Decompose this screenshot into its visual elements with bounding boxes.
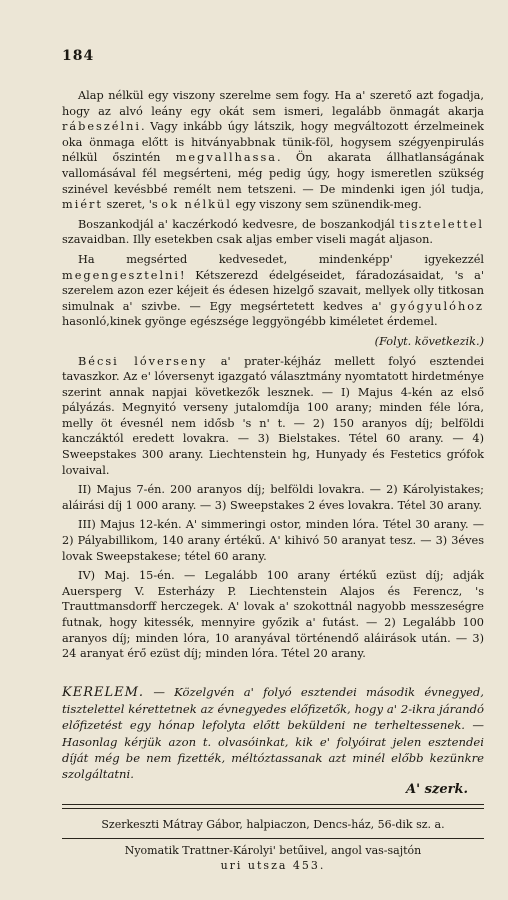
paragraph <box>62 217 484 248</box>
notice-block <box>62 684 484 782</box>
paragraph <box>62 252 484 330</box>
printer-line-2: uri utsza 453. <box>220 859 326 872</box>
notice-signature: A' szerk. <box>406 782 468 797</box>
notice-text: — Közelgvén a' folyó esztendei második évnegyed, tisztelettel kérettetnek az évnegyedes előfizetők, hogy a' 2-ikra járandó előfizetést egy hónap lefolyta előtt beküldeni ne terheltessenek. — Hasonlag kérjük azon t. olvasóinkat, kik e' folyóirat jelen esztendei díját még be nem fizették, méltóztassanak azt minél előbb kezünkre szolgáltatni. <box>62 685 484 782</box>
text-segment: III) Majus 12-kén. A' simmeringi ostor, minden lóra. Tétel 30 arany. — 2) Pályabillikom, 140 arany értékű. A' kihivó 50 aranyat tesz. — 3) 3éves lovak Sweepstakese; tétel 60 arany. <box>62 518 484 563</box>
paragraph <box>62 517 484 564</box>
page-number: 184 <box>62 48 95 64</box>
text-segment: Alap nélkül egy viszony szerelme sem fogy. Ha a' szerető azt fogadja, hogy az alvó leány egy okát sem ismeri, legalább önmagát akarja <box>62 89 484 118</box>
article-body <box>62 88 484 662</box>
editor-line: Szerkeszti Mátray Gábor, halpiaczon, Dencs-ház, 56-dik sz. a. <box>101 818 445 831</box>
paragraph <box>62 482 484 513</box>
text-segment: (Folyt. következik.) <box>374 334 484 348</box>
text-segment: hasonló,kinek gyönge egészsége leggyöngébb kiméletet érdemel. <box>62 315 438 329</box>
text-segment: ! Kétszerezd édelgéseidet, fáradozásaidat, 's a' szerelem azon ezer kéjeit és édesen hizelgő szavait, mellyek olly titkosan simulnak a' szivbe. — Egy megsértetett kedves a' <box>62 268 484 313</box>
divider-rule <box>62 808 484 809</box>
text-segment: megvallhassa <box>175 151 278 165</box>
text-segment: szeret, 's <box>102 198 162 212</box>
text-segment: . Vagy inkább úgy látszik, hogy megváltozott érzelmeinek oka önmaga előtt is hitványabbnak tünik-föl, hogysem szégyenpirulás nélkül őszintén <box>62 120 484 165</box>
text-segment: a' prater-kéjház mellett folyó esztendei tavaszkor. Az e' lóversenyt igazgató választmány nyomtatott hirdetménye szerint annak napjai következők lesznek. — I) Majus 4-kén az első pályázás. Megnyitó verseny jutalomdíja 100 arany; minden féle lóra, melly öt évesnél nem idősb 's n' t. — 2) 150 aranyos díj; belföldi kanczáktól eredett lovakra. — 3) Bielstakes. Tétel 60 arany. — 4) Sweepstakes 300 arany. Liechtenstein hg, Hunyady és Festetics grófok lovaival. <box>62 354 485 477</box>
text-segment: rábeszélni <box>62 120 141 134</box>
text-segment: tisztelettel <box>399 217 484 231</box>
text-segment: Ha megsérted kedvesedet, mindenképp' igyekezzél <box>78 252 484 266</box>
notice-heading: KERELEM. <box>62 685 145 700</box>
text-segment: ok nélkül <box>161 198 232 212</box>
text-segment: Boszankodjál a' kaczérkodó kedvesre, de boszankodjál <box>78 217 400 231</box>
divider-rule <box>62 838 484 839</box>
paragraph <box>62 88 484 213</box>
text-segment: Bécsi lóverseny <box>78 354 208 368</box>
text-segment: IV) Maj. 15-én. — Legalább 100 arany értékű ezüst díj; adják Auersperg V. Esterházy P. Liechtenstein Alajos és Ferencz, 's Trauttmansdorff herczegek. A' lovak a' szokottnál nagyobb messzeségre futnak, hogy kitessék, mennyire győzik a' futást. — 2) Legalább 100 aranyos díj; minden lóra, 10 aranyával történendő aláirások után. — 3) 24 aranyat érő ezüst díj; minden lóra. Tétel 20 arany. <box>62 569 484 661</box>
paragraph <box>62 354 484 479</box>
text-segment: szavaidban. Illy esetekben csak aljas ember viseli magát aljason. <box>62 233 434 247</box>
paragraph <box>62 568 484 662</box>
text-segment: . Ön akarata állhatlanságának vallomásával fél megsérteni, még pedig úgy, hogy ismeretlen szükség szinével kevésbbé remélt nem tetszeni. — De mindenki igen jól tudja, <box>62 151 484 196</box>
printer-line-1: Nyomatik Trattner-Károlyi' betűivel, angol vas-sajtón <box>124 844 422 857</box>
text-segment: egy viszony sem szünendik-meg. <box>231 198 422 212</box>
text-segment: II) Majus 7-én. 200 aranyos díj; belföldi lovakra. — 2) Károlyistakes; aláirási díj 1 000 arany. — 3) Sweepstakes 2 éves lovakra. Tétel 30 arany. <box>62 483 484 512</box>
printer-line <box>62 843 484 873</box>
text-segment: megengesztelni <box>62 268 180 282</box>
text-segment: miért <box>62 198 103 212</box>
text-segment: gyógyulóhoz <box>390 299 484 313</box>
divider-rule <box>62 804 484 805</box>
paragraph <box>62 334 484 350</box>
